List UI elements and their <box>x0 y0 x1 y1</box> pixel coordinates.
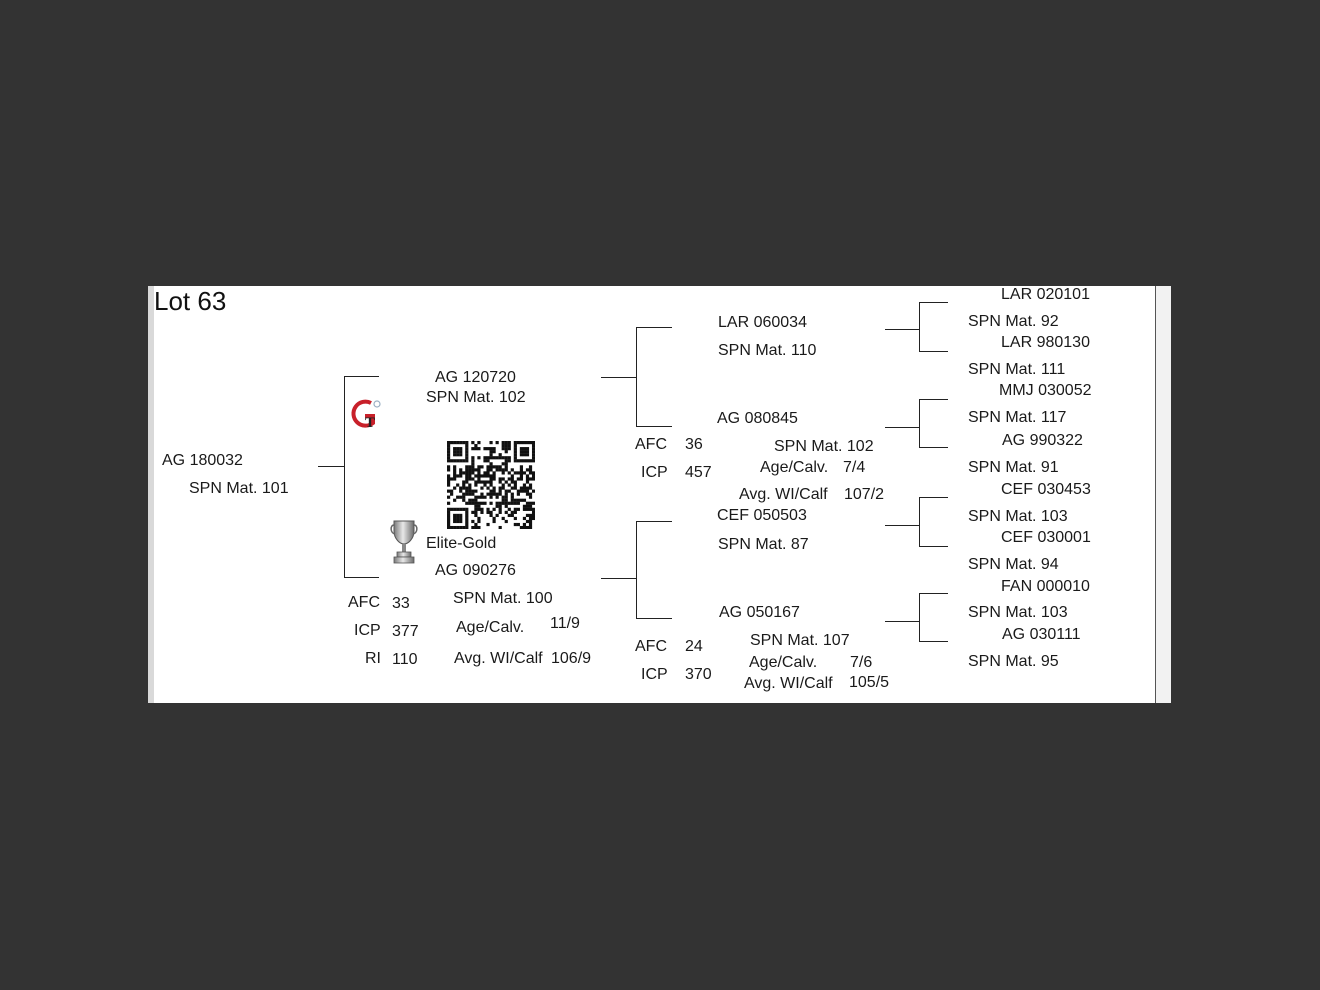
sire-icp-label: ICP <box>641 464 668 481</box>
gen3-reg-4: AG 990322 <box>1002 432 1083 449</box>
gen2-reg-2: AG 080845 <box>717 410 798 427</box>
gen3-bracket-2 <box>919 399 920 448</box>
dam2-afc-value: 24 <box>685 638 703 655</box>
dam2-icp-label: ICP <box>641 666 668 683</box>
gen2-reg-1: LAR 060034 <box>718 314 807 331</box>
gen2-reg-3: CEF 050503 <box>717 507 807 524</box>
gen3-bracket-4 <box>919 593 920 642</box>
dam-badge: Elite-Gold <box>426 535 497 552</box>
gen3-branch-2a <box>919 399 948 400</box>
dam-avgwi-label: Avg. WI/Calf <box>454 650 543 667</box>
dam-afc-label: AFC <box>348 594 380 611</box>
gen3-spn-4: SPN Mat. 91 <box>968 459 1059 476</box>
subject-bracket <box>344 376 345 578</box>
gen3-branch-3a <box>919 497 948 498</box>
gen3-spn-1: SPN Mat. 92 <box>968 313 1059 330</box>
sire-connector <box>601 377 637 378</box>
sire-dam-avgwi-value: 107/2 <box>844 486 885 503</box>
dam-agecalv-label: Age/Calv. <box>456 619 525 636</box>
sire-dam-spn: SPN Mat. 102 <box>774 438 874 455</box>
dam-avgwi-value: 106/9 <box>551 650 592 667</box>
gen2-spn-1: SPN Mat. 110 <box>718 342 817 359</box>
gen3-spn-3: SPN Mat. 117 <box>968 409 1067 426</box>
gen2-connector-2 <box>885 427 920 428</box>
gen2-spn-4: SPN Mat. 107 <box>750 632 850 649</box>
lot-title: Lot 63 <box>154 286 227 316</box>
sire-spn: SPN Mat. 102 <box>426 389 526 406</box>
subject-connector <box>318 466 344 467</box>
gen2-avgwi-label-4: Avg. WI/Calf <box>744 675 833 692</box>
sire-afc-value: 36 <box>685 436 703 453</box>
sire-icp-value: 457 <box>685 464 712 481</box>
gen2-connector-4 <box>885 621 920 622</box>
gen3-branch-3b <box>919 546 948 547</box>
gen3-reg-5: CEF 030453 <box>1001 481 1091 498</box>
gen3-reg-3: MMJ 030052 <box>999 382 1092 399</box>
sire-afc-label: AFC <box>635 436 667 453</box>
gen3-branch-4a <box>919 593 948 594</box>
sire-dam-branch <box>636 426 672 427</box>
card-right-edge <box>1156 286 1171 703</box>
qr-code-icon <box>447 441 535 529</box>
dam-ri-label: RI <box>365 650 381 667</box>
gen3-spn-7: SPN Mat. 103 <box>968 604 1068 621</box>
dam-ri-value: 110 <box>392 651 418 668</box>
dam2-icp-value: 370 <box>685 666 712 683</box>
card-left-edge <box>148 286 154 703</box>
dam2-afc-label: AFC <box>635 638 667 655</box>
gen3-branch-1a <box>919 302 948 303</box>
gen2-agecalv-label-4: Age/Calv. <box>749 654 818 671</box>
gen2-spn-3: SPN Mat. 87 <box>718 536 809 553</box>
gen3-branch-2b <box>919 447 948 448</box>
dam-dam-branch <box>636 618 672 619</box>
gen3-spn-6: SPN Mat. 94 <box>968 556 1059 573</box>
dam-branch <box>344 577 379 578</box>
gen3-spn-2: SPN Mat. 111 <box>968 361 1066 378</box>
gen3-reg-2: LAR 980130 <box>1001 334 1090 351</box>
dam-spn: SPN Mat. 100 <box>453 590 553 607</box>
trophy-icon <box>390 519 418 565</box>
dam-bracket <box>636 521 637 619</box>
gen3-bracket-3 <box>919 497 920 547</box>
sire-dam-agecalv-label: Age/Calv. <box>760 459 829 476</box>
gen2-avgwi-value-4: 105/5 <box>849 674 890 691</box>
gen3-branch-4b <box>919 641 948 642</box>
subject-reg: AG 180032 <box>162 452 243 469</box>
gen3-reg-8: AG 030111 <box>1002 626 1081 643</box>
gen3-branch-1b <box>919 351 948 352</box>
dam-connector <box>601 578 637 579</box>
sire-sire-branch <box>636 327 672 328</box>
sire-branch <box>344 376 379 377</box>
dam-afc-value: 33 <box>392 595 410 612</box>
gt-logo-icon <box>349 397 385 433</box>
gen3-bracket-1 <box>919 302 920 352</box>
sire-dam-avgwi-label: Avg. WI/Calf <box>739 486 828 503</box>
dam-icp-label: ICP <box>354 622 381 639</box>
gen2-reg-4: AG 050167 <box>719 604 800 621</box>
gen3-reg-7: FAN 000010 <box>1001 578 1090 595</box>
svg-text:T: T <box>365 415 376 431</box>
gen2-agecalv-value-4: 7/6 <box>850 654 873 671</box>
gen3-reg-1: LAR 020101 <box>1001 286 1090 303</box>
sire-reg: AG 120720 <box>435 369 516 386</box>
dam-sire-branch <box>636 521 672 522</box>
gen2-connector-1 <box>885 329 920 330</box>
gen3-reg-6: CEF 030001 <box>1001 529 1091 546</box>
gen2-connector-3 <box>885 525 920 526</box>
dam-agecalv-value: 11/9 <box>550 615 580 632</box>
subject-spn: SPN Mat. 101 <box>189 480 289 497</box>
gen3-spn-8: SPN Mat. 95 <box>968 653 1059 670</box>
sire-dam-agecalv-value: 7/4 <box>843 459 866 476</box>
dam-icp-value: 377 <box>392 623 419 640</box>
gen3-spn-5: SPN Mat. 103 <box>968 508 1068 525</box>
sire-bracket <box>636 327 637 426</box>
dam-reg: AG 090276 <box>435 562 516 579</box>
pedigree-card <box>148 286 1171 703</box>
